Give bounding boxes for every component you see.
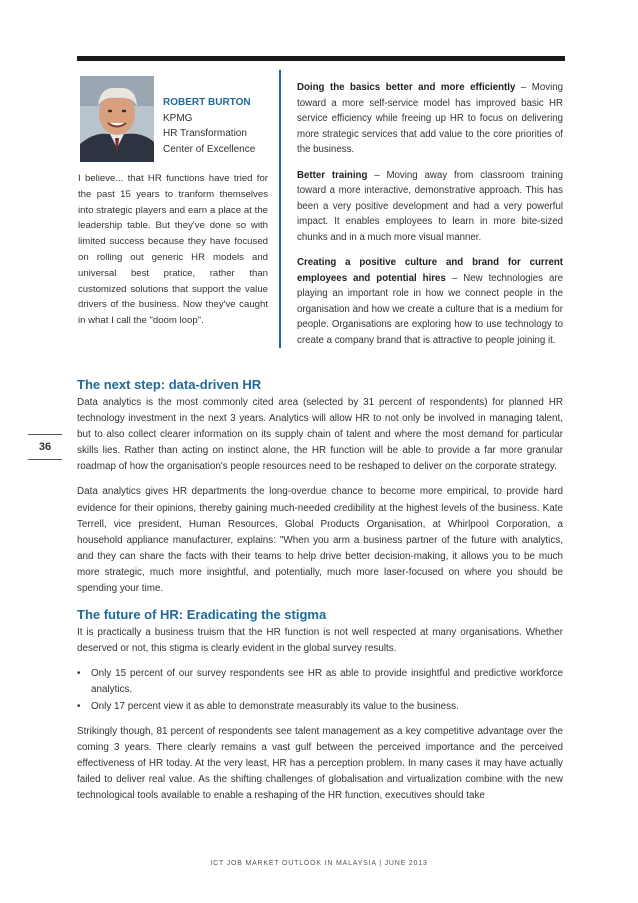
list-item: • Only 15 percent of our survey respondents see HR as able to provide insightful and predictive workforce analytics.	[77, 666, 563, 698]
right-paragraph-heading: Creating a positive culture and brand for current employees and potential hires	[297, 257, 563, 284]
body-paragraph: It is practically a business truism that the HR function is not well respected at many organisations. Whether deserved or not, this stigma is clearly evident in the global survey results.	[77, 627, 563, 655]
section-heading: The next step: data-driven HR	[77, 377, 262, 392]
list-item: • Only 17 percent view it as able to demonstrate measurably its value to the business.	[77, 699, 563, 715]
main-content	[77, 376, 563, 813]
right-paragraph-heading: Better training	[297, 169, 368, 181]
right-paragraph-text: – Moving away from classroom training toward a more interactive, demonstrative approach. This has been a very positive development and had a very powerful impact. It enables employees to learn in more bite-sized chunks and in a much more visual manner.	[297, 169, 563, 243]
profile-photo	[80, 76, 154, 162]
section-heading: The future of HR: Eradicating the stigma	[77, 607, 327, 623]
right-column	[297, 80, 563, 358]
profile-title-line2: Center of Excellence	[163, 143, 256, 155]
profile-block	[163, 95, 273, 157]
profile-quote: I believe... that HR functions have tried for the past 15 years to tranform themselves into strategic players and earn a place at the leadership table. But they've done so with limited success because they have focused on rolling out generic HR models and universal best pratice, rather than customized solutions that support the value drivers of the business. Now they've caught in what I call the "doom loop".	[78, 173, 268, 327]
right-paragraph-text: – New technologies are playing an important role in how we connect people in the organisation and how we create a culture that is a medium for people. Organisations are exploring how to use technology to create a company brand that is attractive to people joining it.	[297, 272, 563, 346]
right-paragraph	[297, 255, 563, 348]
right-paragraph-text: – Moving toward a more self-service model has improved basic HR service efficiency while freeing up HR to focus on delivering more strategic services that add value to the core priorities of the business.	[297, 82, 564, 155]
body-paragraph: Strikingly though, 81 percent of respondents see talent management as a key competitive advantage over the coming 3 years. There clearly remains a vast gulf between the perceived importance and the perceived effectiveness of HR today. At the very least, HR has a perception problem. In many cases it may have actually failed to deliver real value. As the shifting challenges of globalisation and virtualization combine with the new technological tools available to enable a reshaping of the HR function, executives should take	[77, 725, 563, 801]
body-paragraph: Data analytics gives HR departments the long-overdue chance to become more empirical, to provide hard evidence for their opinions, thereby gaining much-needed credibility at the highest levels of the business. Kate Terrell, vice president, Human Resources, Global Products Organisation, at Whirlpool Corporation, a household appliance manufacturer, explains: "When you arm a business partner of the future with analytics, and they can share the facts with their teams to help drive better decision-making, it allows you to be much more strategic, much more insightful, and potentially, much more laser-focused on where you should be spending your time.	[77, 486, 563, 595]
top-rule	[77, 56, 565, 61]
body-paragraph: Data analytics is the most commonly cited area (selected by 31 percent of respondents) for planned HR technology investment in the next 3 years. Analytics will allow HR to not only be involved in managing talent, but to also collect clearer information on its supply chain of talent and where the most demand for particular skills lies. Rather than acting on instinct alone, the HR function will be able to provide a far more granular roadmap of how the organisation's people resources need to be reshaped to deliver on the corporate strategy.	[77, 397, 563, 473]
right-paragraph	[297, 80, 563, 158]
profile-title-line1: HR Transformation	[163, 128, 247, 139]
right-paragraph-heading: Doing the basics better and more efficiently	[297, 82, 516, 93]
bullet-list	[77, 666, 563, 714]
page-number: 36	[38, 441, 52, 453]
profile-company: KPMG	[163, 112, 193, 124]
page-number-box	[28, 434, 62, 460]
profile-name: ROBERT BURTON	[163, 97, 251, 108]
page-footer: ICT JOB MARKET OUTLOOK IN MALAYSIA | JUNE 2013	[210, 860, 428, 867]
right-paragraph	[297, 168, 563, 246]
column-divider	[279, 70, 281, 348]
